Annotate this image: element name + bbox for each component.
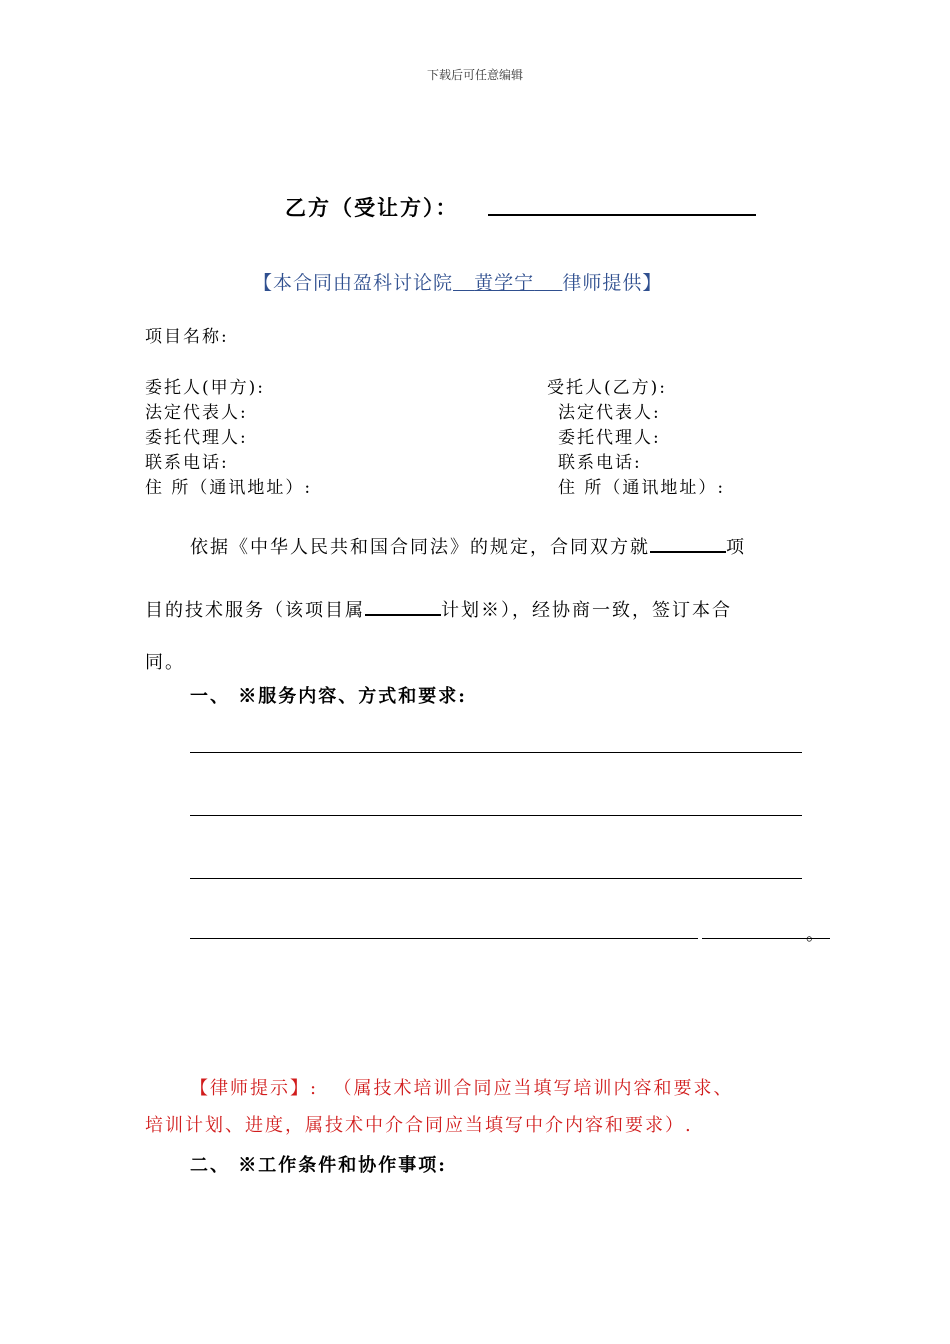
party-b-phone: 联系电话: (558, 453, 642, 473)
party-a-legal-rep: 法定代表人: (145, 403, 248, 423)
party-b-principal: 受托人(乙方): (547, 378, 667, 398)
lawyer-tip-line-1: 【律师提示】: （属技术培训合同应当填写培训内容和要求、 (190, 1078, 734, 1099)
provider-note (253, 268, 662, 295)
party-b-title: 乙方（受让方）： (285, 195, 459, 220)
project-name-label: 项目名称: (145, 327, 229, 347)
answer-line-1 (190, 752, 802, 753)
answer-period: 。 (806, 924, 826, 945)
party-b-agent: 委托代理人: (558, 428, 661, 448)
title-signature-line (488, 214, 756, 216)
party-b-legal-rep: 法定代表人: (558, 403, 661, 423)
provider-suffix: 律师提供】 (562, 272, 663, 294)
answer-line-4a (190, 938, 698, 939)
party-b-address: 住 所（通讯地址）: (558, 478, 726, 498)
section-2-heading: 二、 ※工作条件和协作事项: (190, 1155, 447, 1176)
section-1-heading: 一、 ※服务内容、方式和要求: (190, 686, 467, 707)
provider-prefix: 【本合同由盈科讨论院 (253, 272, 454, 294)
party-a-phone: 联系电话: (145, 453, 229, 473)
lawyer-tip-label: 【律师提示】: (190, 1078, 319, 1099)
party-a-address: 住 所（通讯地址）: (145, 478, 313, 498)
intro-line-2: 目的技术服务（该项目属 计划※），经协商一致，签订本合 (145, 596, 732, 622)
intro-line-1: 依据《中华人民共和国合同法》的规定，合同双方就 项 (190, 533, 746, 559)
party-a-principal: 委托人(甲方): (145, 378, 265, 398)
provider-lawyer-name: 黄学宁 (474, 272, 535, 294)
lawyer-tip-line-2: 培训计划、进度，属技术中介合同应当填写中介内容和要求）. (145, 1115, 693, 1136)
header-note: 下载后可任意编辑 (426, 68, 523, 82)
project-blank (650, 533, 726, 553)
plan-blank (365, 596, 441, 616)
answer-line-3 (190, 878, 802, 879)
intro-line-3: 同。 (145, 652, 185, 673)
party-a-agent: 委托代理人: (145, 428, 248, 448)
answer-line-2 (190, 815, 802, 816)
